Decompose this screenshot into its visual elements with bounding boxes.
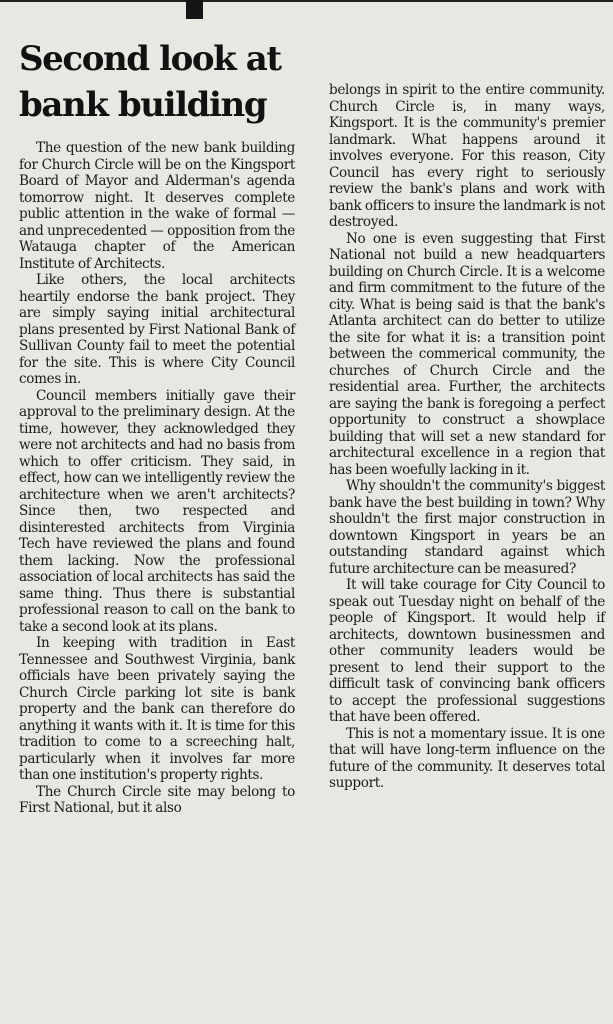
paragraph-3: Council members initially gave their approval to the preliminary design. At the time, however, they acknowledged they were not architects and had no basis from which to offer criticism. They said, in effect, how can we intelligently review the architecture when we aren't architects? Since then, two respected and disinterested architects from Virginia Tech have reviewed the plans and found them lacking. Now the professional association of local architects has said the same thing. Thus there is substantial professional reason to call on the bank to take a second look at its plans. [19, 387, 295, 635]
headline: Second look at bank building [19, 39, 281, 125]
left-column [19, 36, 295, 817]
paragraph-1: The question of the new bank building for Church Circle will be on the Kingsport Board of Mayor and Alderman's agenda tomorrow night. It deserves complete public attention in the wake of formal — and unprecedented — opposition from the Watauga chapter of the American Institute of Architects. [19, 140, 295, 272]
paragraph-8: It will take courage for City Council to speak out Tuesday night on behalf of the people of Kingsport. It would help if architects, downtown businessmen and other community leaders would be present to lend their support to the difficult task of convincing bank officers to accept the professional suggestions that have been offered. [329, 577, 605, 725]
paragraph-6: No one is even suggesting that First National not build a new headquarters building on Church Circle. It is a welcome and firm commitment to the future of the city. What is being said is that the bank's Atlanta architect can do better to utilize the site for what it is: a transition point between the commerical community, the churches of Church Circle and the residential area. Further, the architects are saying the bank is foregoing a perfect opportunity to construct a showplace building that will set a new standard for architectural excellence in a region that has been woefully lacking in it. [329, 230, 605, 478]
top-rule [0, 0, 613, 2]
paragraph-5-continued: belongs in spirit to the entire community. Church Circle is, in many ways, Kingsport. It is the community's premier landmark. What happens around it involves everyone. For this reason, City Council has every right to seriously review the bank's plans and work with bank officers to insure the landmark is not destroyed. [329, 82, 605, 230]
right-column [329, 82, 605, 792]
paragraph-9: This is not a momentary issue. It is one that will have long-term influence on the future of the community. It deserves total support. [329, 725, 605, 791]
column-marker [186, 0, 203, 19]
paragraph-4: In keeping with tradition in East Tennessee and Southwest Virginia, bank officials have been privately saying the Church Circle parking lot site is bank property and the bank can therefore do anything it wants with it. It is time for this tradition to come to a screeching halt, particularly when it involves far more than one institution's property rights. [19, 635, 295, 783]
paragraph-7: Why shouldn't the community's biggest bank have the best building in town? Why shouldn't the first major construction in downtown Kingsport in years be an outstanding standard against which future architecture can be measured? [329, 478, 605, 577]
paragraph-5: The Church Circle site may belong to First National, but it also [19, 783, 295, 816]
paragraph-2: Like others, the local architects heartily endorse the bank project. They are simply saying initial architectural plans presented by First National Bank of Sullivan County fail to meet the potential for the site. This is where City Council comes in. [19, 272, 295, 387]
